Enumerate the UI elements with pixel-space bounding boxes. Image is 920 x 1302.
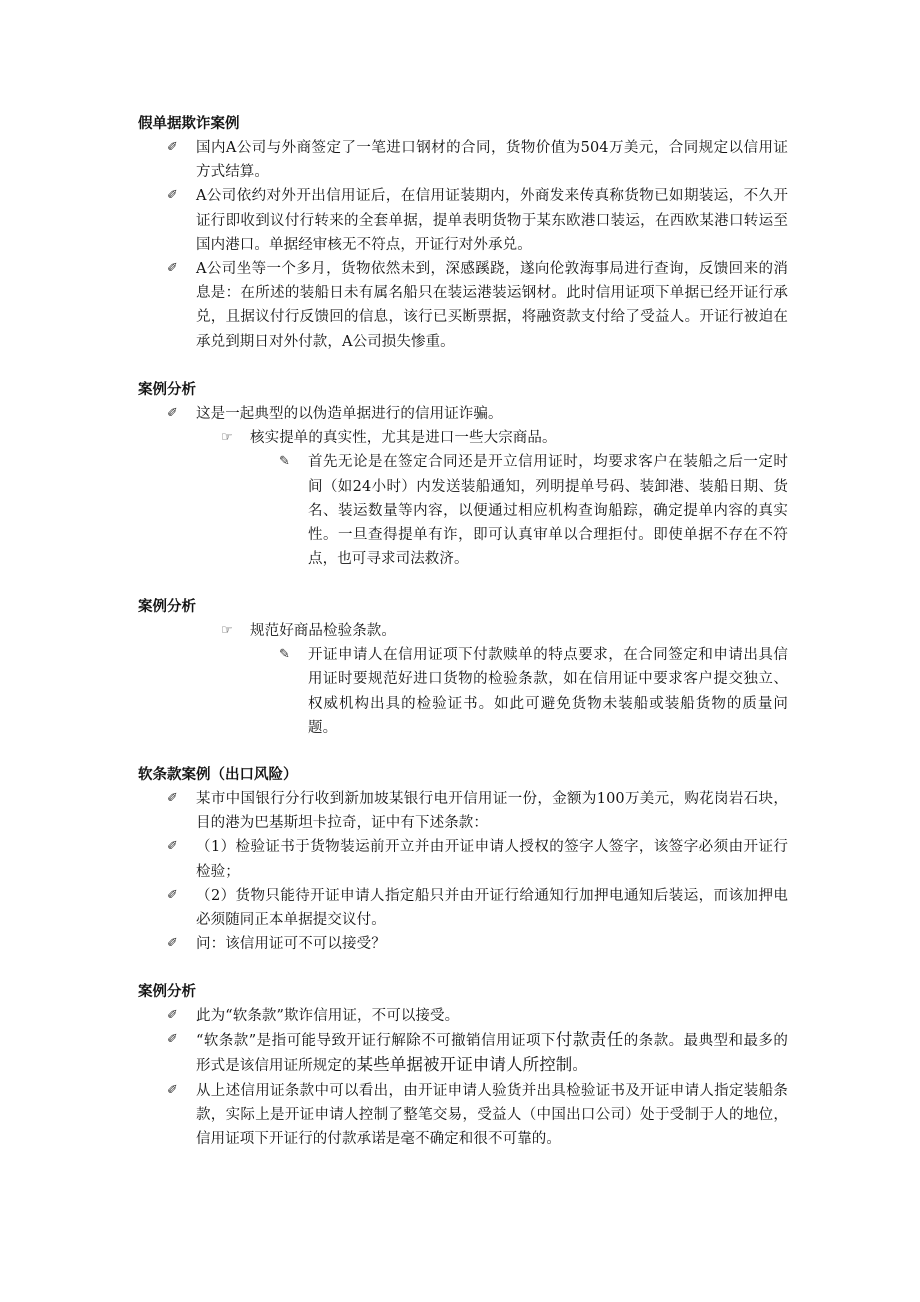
pen-bullet-icon: ✐ [167,1032,178,1048]
list-item: ✐ A公司坐等一个多月，货物依然未到，深感蹊跷，遂向伦敦海事局进行查询，反馈回来的消息是：在所述的装船日未有属名船只在装运港装运钢材。此时信用证项下单据已经开证行承兑，且据议付行反馈回的信息，该行已买断票据，将融资款支付给了受益人。开证行被迫在承兑到期日对外付款，A公司损失惨重。 [196,257,788,354]
pencil-bullet-icon: ✎ [279,647,290,663]
section-heading: 软条款案例（出口风险） [138,767,298,783]
pointing-hand-bullet-icon: ☞ [221,623,233,638]
section-false-documents-case [138,112,788,354]
list-item: ✐ 从上述信用证条款中可以看出，由开证申请人验货并出具检验证书及开证申请人指定装船条款，实际上是开证申请人控制了整笔交易，受益人（中国出口公司）处于受制于人的地位，信用证项下开证行的付款承诺是毫不确定和很不可靠的。 [196,1079,788,1152]
emphasis-text: 付款责任 [555,1030,624,1050]
section-case-analysis-2 [138,595,788,740]
pen-bullet-icon: ✐ [167,188,178,204]
list-item: ✐ 此为“软条款”欺诈信用证，不可以接受。 [196,1004,788,1028]
pen-bullet-icon: ✐ [167,791,178,806]
section-heading: 案例分析 [138,599,196,615]
emphasis-text: 某些单据被开证申请人所控制 [356,1055,573,1075]
list-item: ✐ 某市中国银行分行收到新加坡某银行电开信用证一份，金额为100万美元，购花岗岩石块，目的港为巴基斯坦卡拉奇，证中有下述条款： [196,787,788,835]
pen-bullet-icon: ✐ [167,406,178,421]
pencil-bullet-icon: ✎ [279,454,290,470]
list-item: ☞ 核实提单的真实性，尤其是进口一些大宗商品。 [250,426,788,450]
list-item: ✐ 国内A公司与外商签定了一笔进口钢材的合同，货物价值为504万美元，合同规定以信用证方式结算。 [196,136,788,184]
section-case-analysis-3 [138,980,788,1151]
list-item: ✐ “软条款”是指可能导致开证行解除不可撤销信用证项下付款责任的条款。最典型和最多的形式是该信用证所规定的某些单据被开证申请人所控制。 [167,1030,788,1075]
section-heading: 假单据欺诈案例 [138,116,240,132]
list-item: ✎ 开证申请人在信用证项下付款赎单的特点要求，在合同签定和申请出具信用证时要规范好进口货物的检验条款，如在信用证中要求客户提交独立、权威机构出具的检验证书。如此可避免货物未装船或装船货物的质量问题。 [308,643,788,740]
pen-bullet-icon: ✐ [167,1008,178,1023]
list-item: ☞ 规范好商品检验条款。 [250,619,788,643]
list-item: ✐ 这是一起典型的以伪造单据进行的信用证诈骗。 [196,402,788,426]
section-heading: 案例分析 [138,984,196,1000]
list-item: ✐ A公司依约对外开出信用证后，在信用证装期内，外商发来传真称货物已如期装运，不久开证行即收到议付行转来的全套单据，提单表明货物于某东欧港口装运，在西欧某港口转运至国内港口。单据经审核无不符点，开证行对外承兑。 [196,184,788,257]
list-item: ✎ 首先无论是在签定合同还是开立信用证时，均要求客户在装船之后一定时间（如24小时）内发送装船通知，列明提单号码、装卸港、装船日期、货名、装运数量等内容，以便通过相应机构查询船踪，确定提单内容的真实性。一旦查得提单有诈，即可认真审单以合理拒付。即使单据不存在不符点，也可寻求司法救济。 [308,450,788,571]
section-soft-clause-case [138,763,788,956]
section-heading: 案例分析 [138,382,196,398]
pointing-hand-bullet-icon: ☞ [221,430,233,446]
pen-bullet-icon: ✐ [167,140,178,155]
pen-bullet-icon: ✐ [167,887,178,903]
list-item: ✐ （2）货物只能待开证申请人指定船只并由开证行给通知行加押电通知后装运，而该加押电必须随同正本单据提交议付。 [196,884,788,932]
pen-bullet-icon: ✐ [167,1082,178,1098]
list-item: ✐ 问：该信用证可不可以接受？ [196,932,788,956]
section-case-analysis-1 [138,378,788,571]
list-item: ✐ （1）检验证书于货物装运前开立并由开证申请人授权的签字人签字，该签字必须由开证行检验； [196,835,788,883]
pen-bullet-icon: ✐ [167,261,178,277]
pen-bullet-icon: ✐ [167,936,178,952]
pen-bullet-icon: ✐ [167,839,178,855]
